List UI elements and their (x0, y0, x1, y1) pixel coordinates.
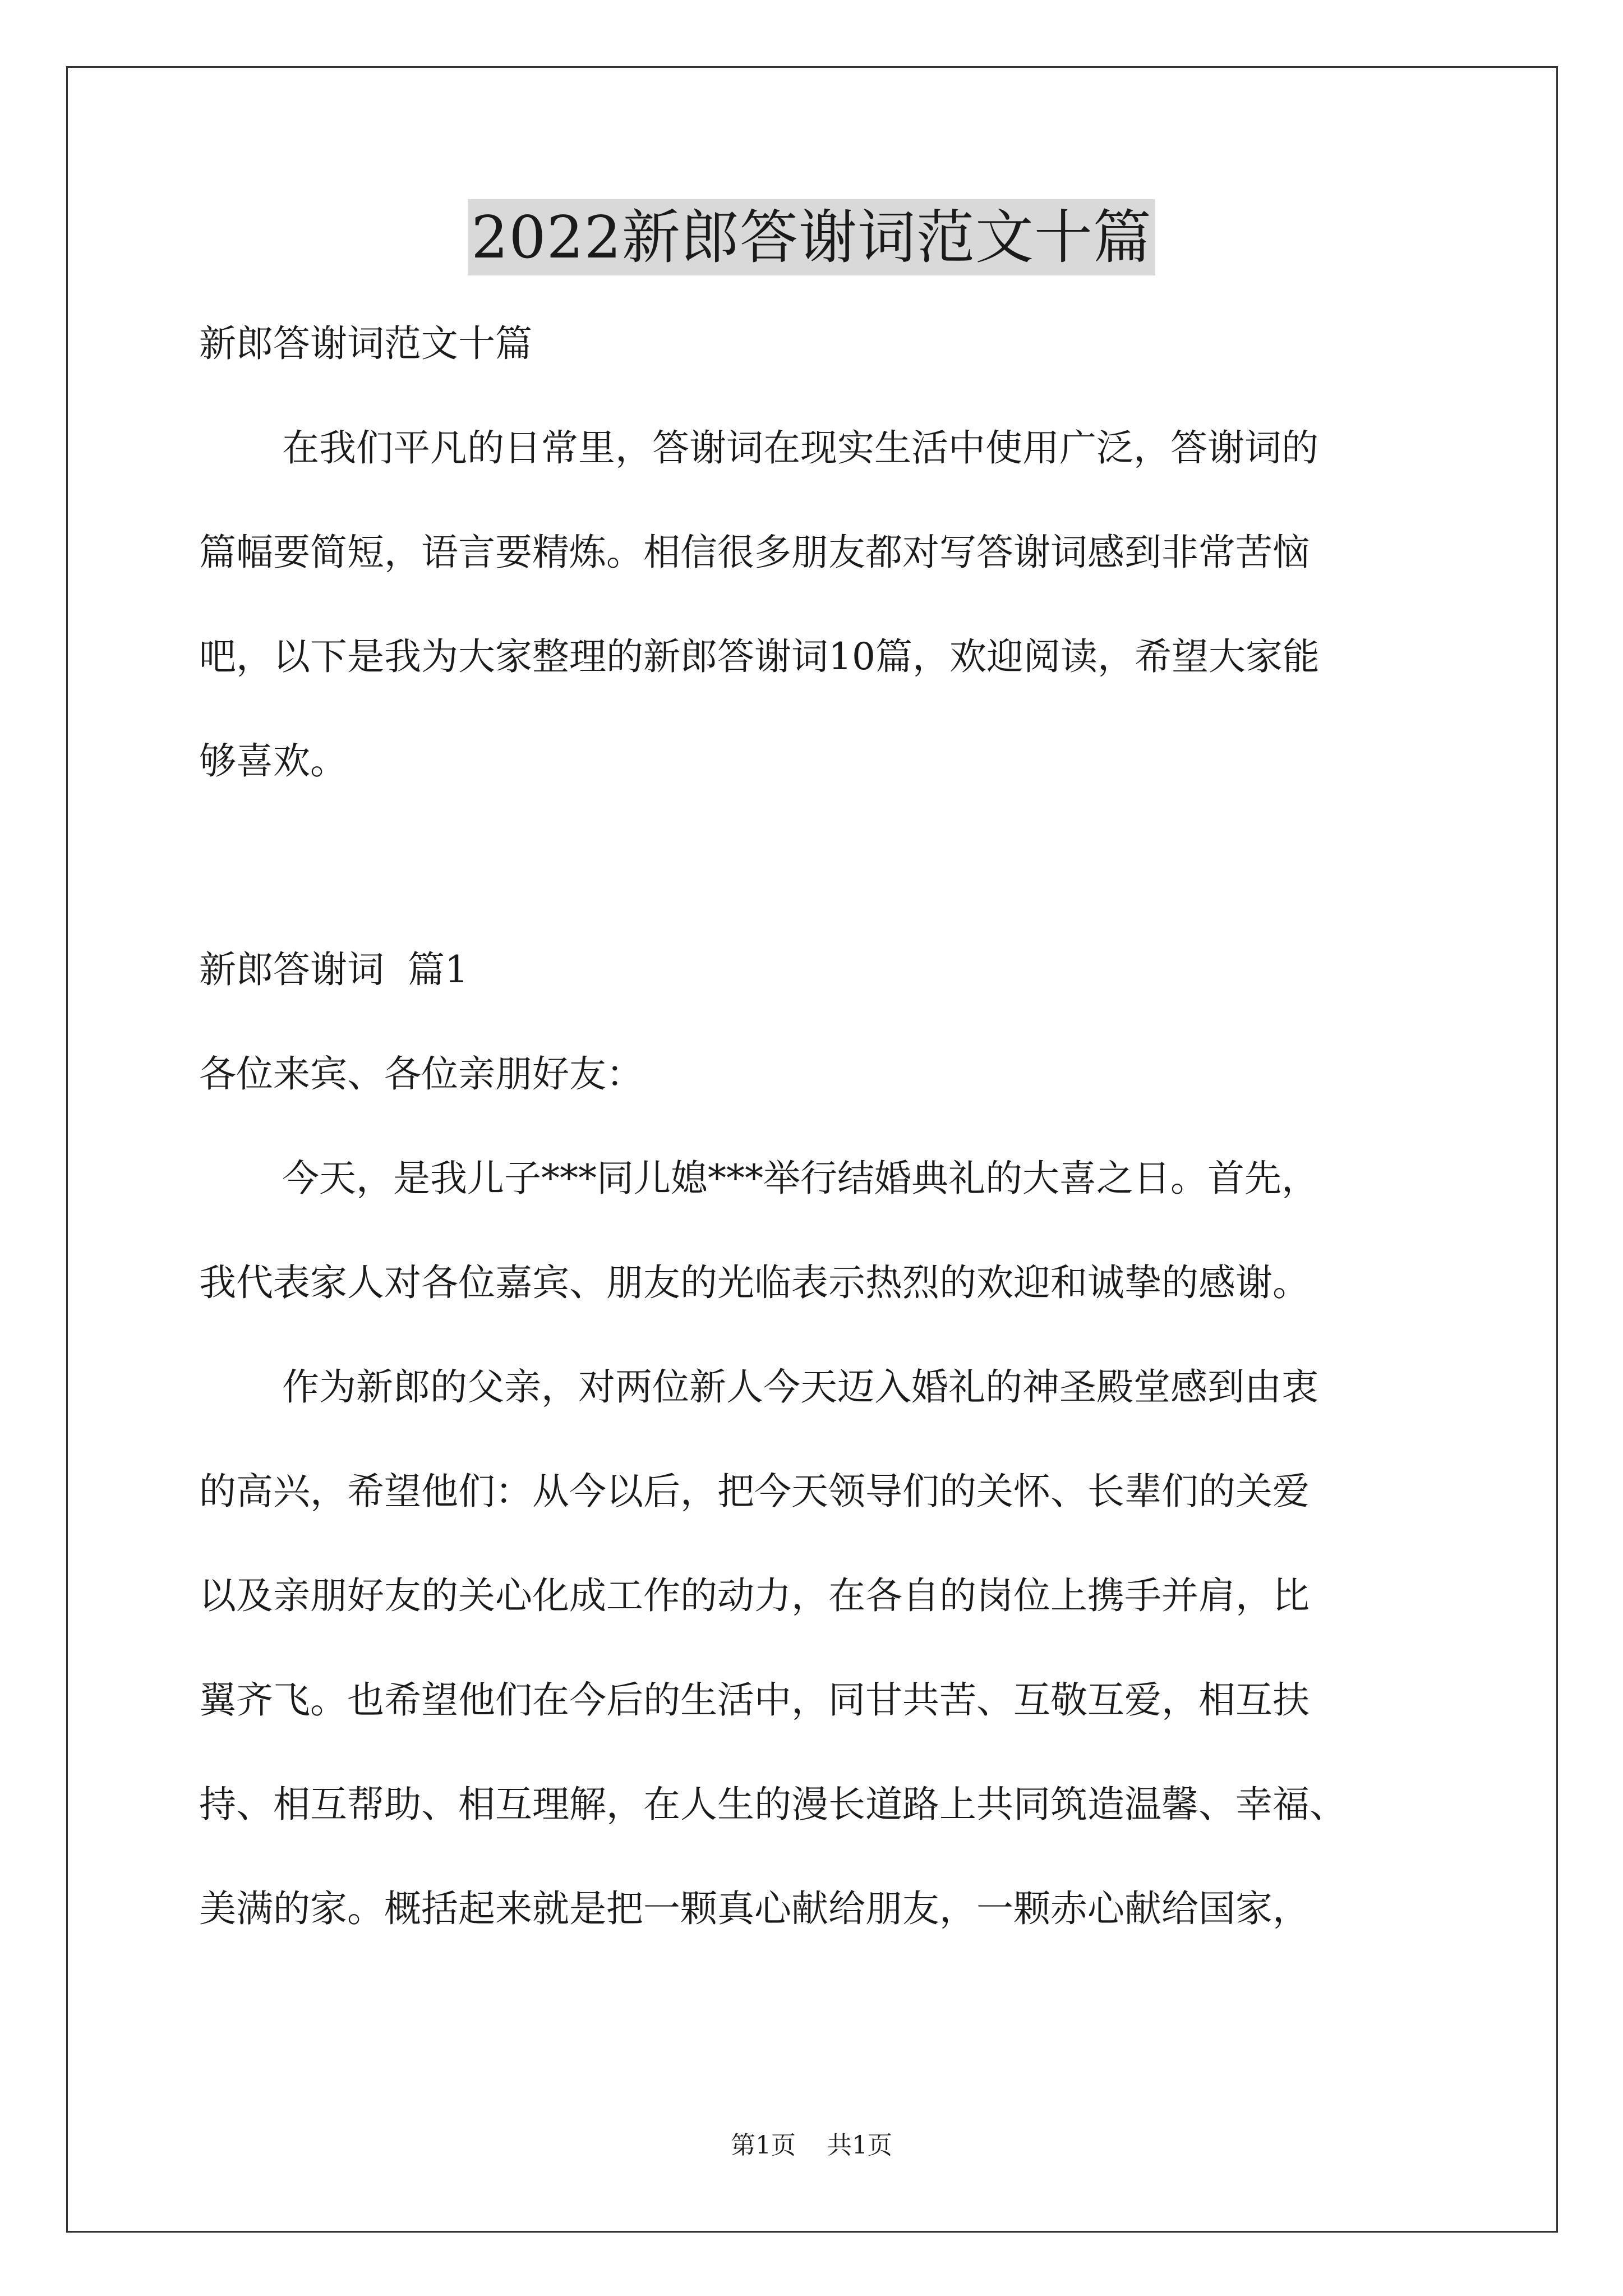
page-number-footer: 第1页 共1页 (731, 2131, 892, 2160)
section-heading: 新郎答谢词 篇1 (199, 948, 468, 991)
paragraph-line: 翼齐飞。也希望他们在今后的生活中，同甘共苦、互敬互爱，相互扶 (199, 1678, 1310, 1722)
document-subtitle: 新郎答谢词范文十篇 (199, 322, 532, 365)
spacer (199, 813, 1475, 918)
paragraph-line: 美满的家。概括起来就是把一颗真心献给朋友，一颗赤心献给国家， (199, 1887, 1310, 1930)
document-body (199, 292, 1475, 1961)
paragraph-line: 以及亲朋好友的关心化成工作的动力，在各自的岗位上携手并肩，比 (199, 1574, 1310, 1617)
intro-line: 篇幅要简短，语言要精炼。相信很多朋友都对写答谢词感到非常苦恼 (199, 531, 1310, 574)
salutation: 各位来宾、各位亲朋好友： (199, 1052, 643, 1096)
paragraph-line: 持、相互帮助、相互理解，在人生的漫长道路上共同筑造温馨、幸福、 (199, 1783, 1347, 1826)
paragraph-line: 的高兴，希望他们：从今以后，把今天领导们的关怀、长辈们的关爱 (199, 1470, 1310, 1513)
paragraph-line: 今天，是我儿子***同儿媳***举行结婚典礼的大喜之日。首先， (282, 1157, 1318, 1200)
paragraph-line: 我代表家人对各位嘉宾、朋友的光临表示热烈的欢迎和诚挚的感谢。 (199, 1261, 1310, 1304)
title-container (0, 199, 1623, 275)
intro-line: 在我们平凡的日常里，答谢词在现实生活中使用广泛，答谢词的 (282, 426, 1318, 470)
intro-line: 够喜欢。 (199, 739, 347, 783)
document-title: 2022新郎答谢词范文十篇 (468, 199, 1155, 275)
paragraph-line: 作为新郎的父亲，对两位新人今天迈入婚礼的神圣殿堂感到由衷 (282, 1365, 1318, 1409)
intro-line: 吧，以下是我为大家整理的新郎答谢词10篇，欢迎阅读，希望大家能 (199, 635, 1320, 678)
